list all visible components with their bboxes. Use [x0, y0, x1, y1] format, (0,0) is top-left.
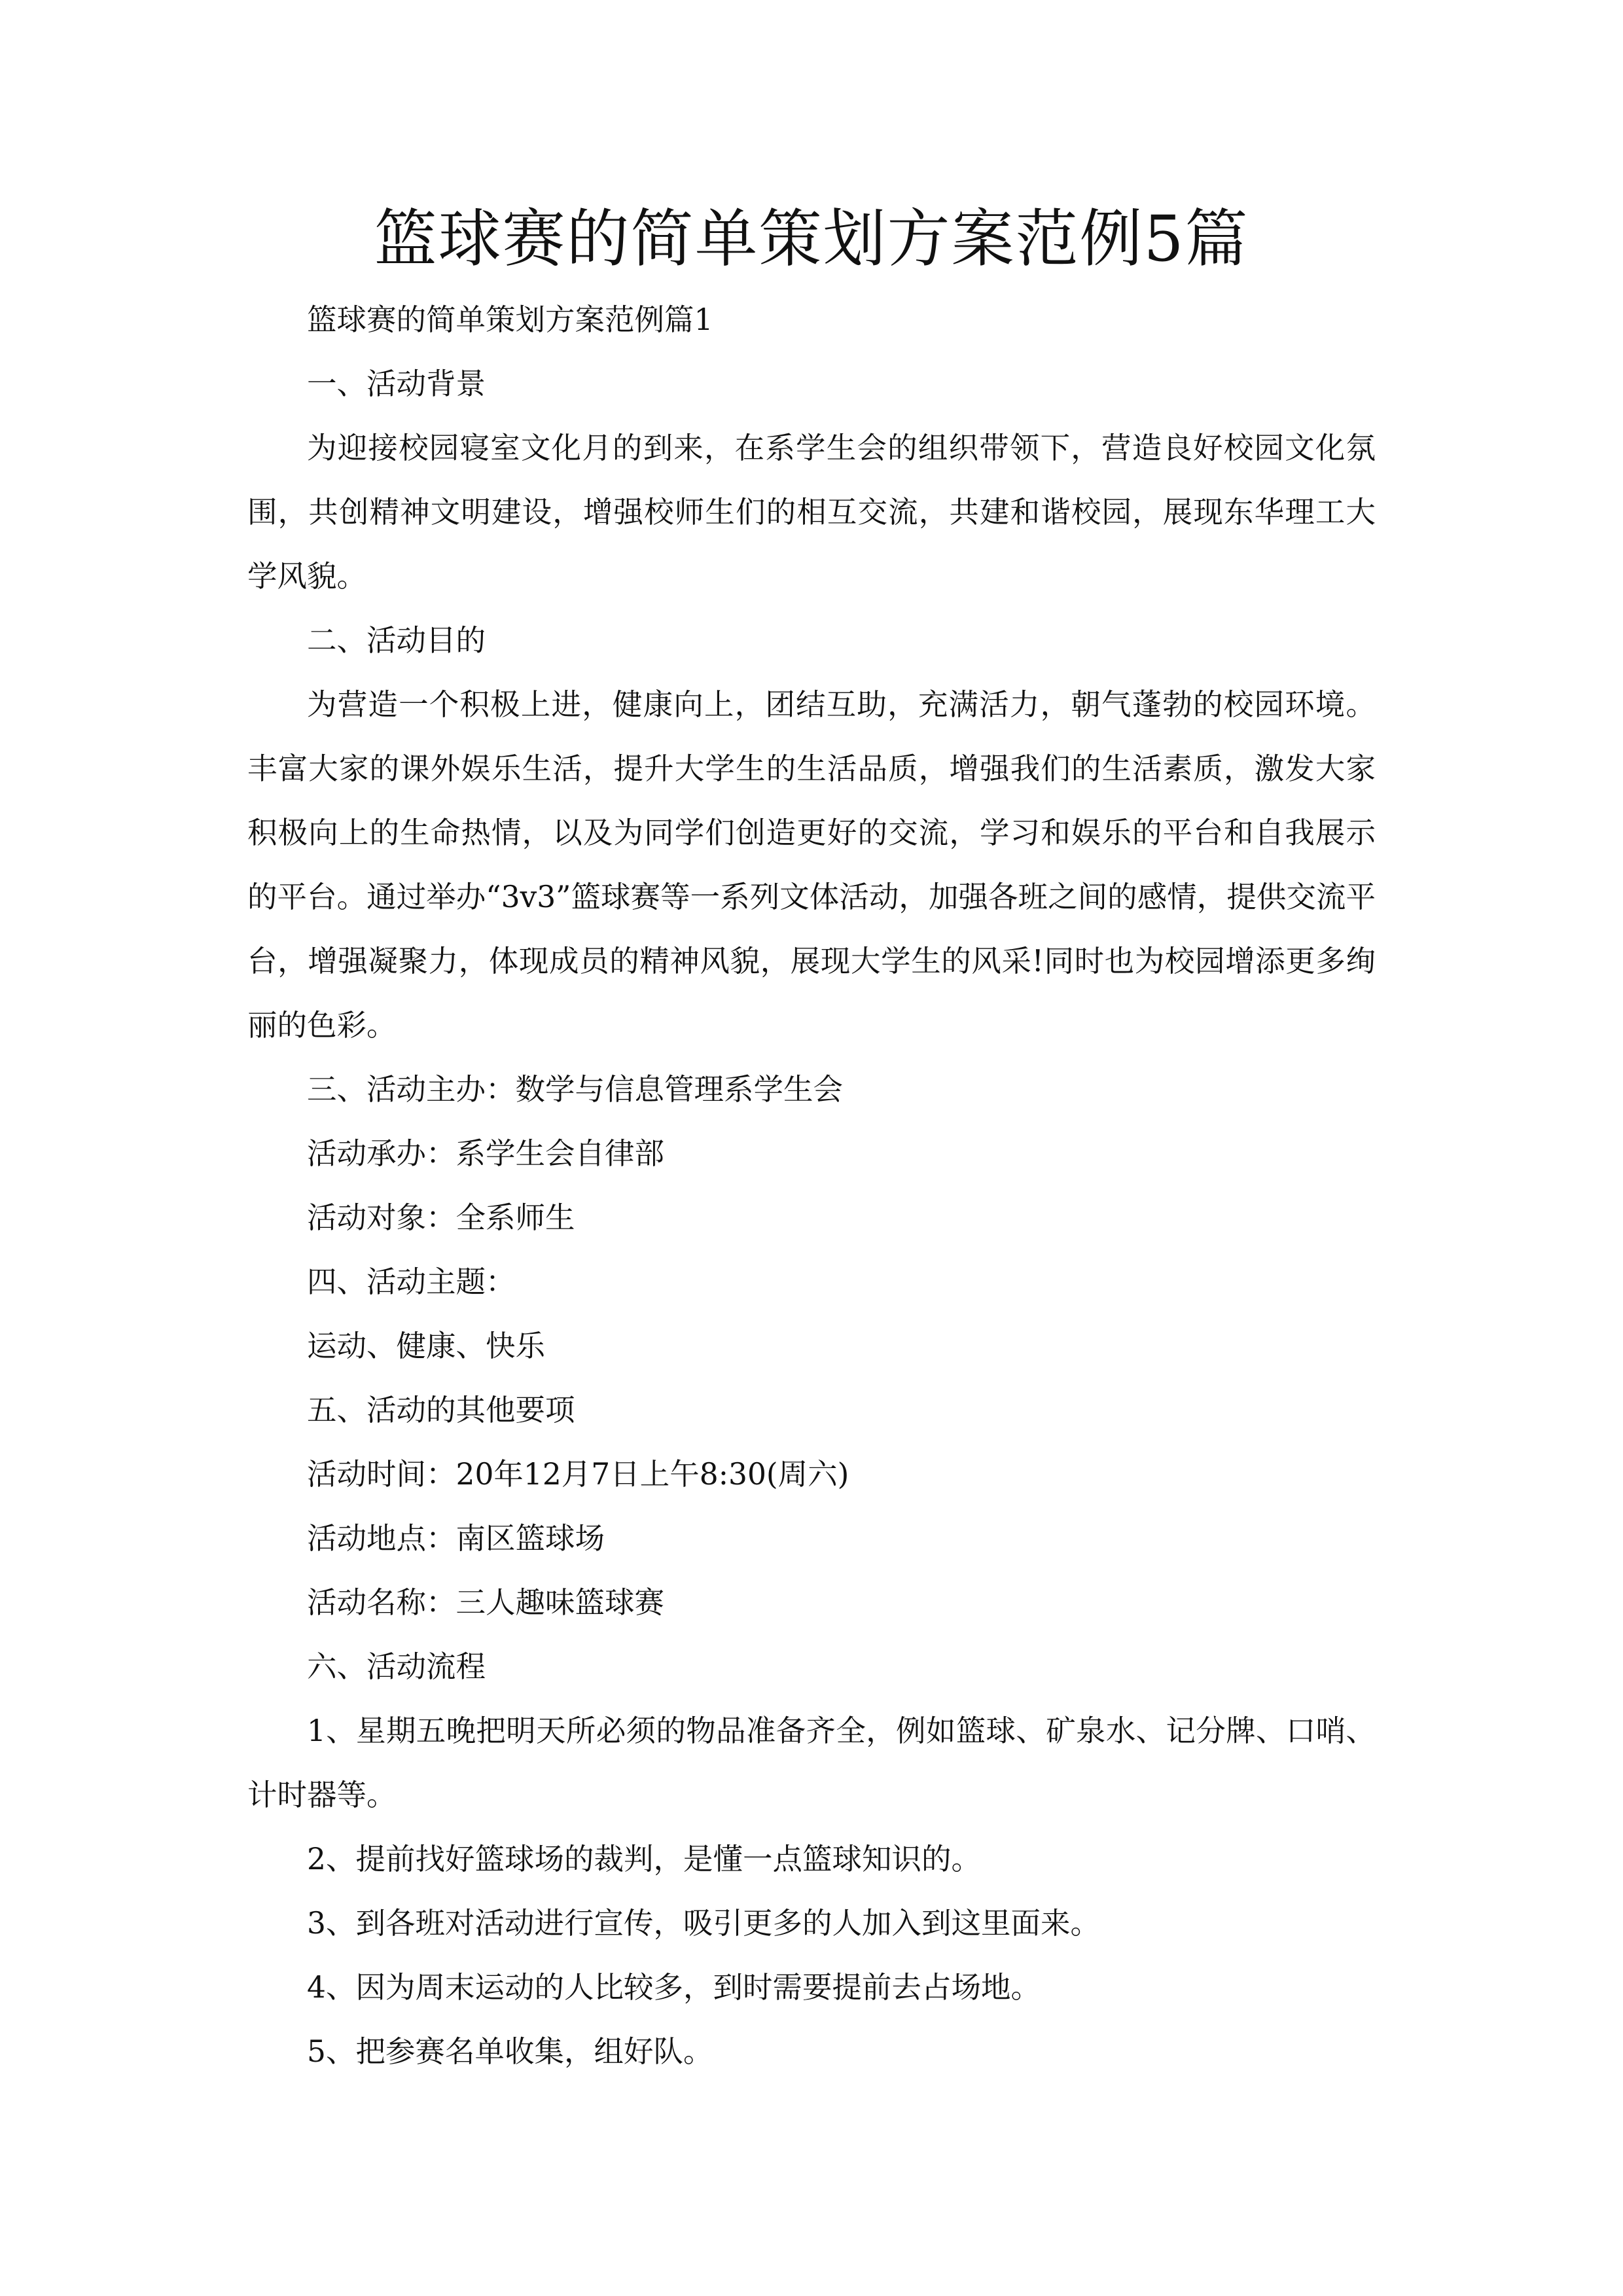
line-location: 活动地点：南区篮球场 — [307, 1521, 605, 1556]
line-undertaker: 活动承办：系学生会自律部 — [307, 1136, 665, 1171]
process-step-5: 5、把参赛名单收集，组好队。 — [307, 2034, 713, 2069]
process-step-1: 1、星期五晚把明天所必须的物品准备齐全，例如篮球、矿泉水、记分牌、口哨、计时器等。 — [247, 1713, 1376, 1812]
section-subtitle: 篮球赛的简单策划方案范例篇1 — [307, 302, 713, 337]
heading-purpose: 二、活动目的 — [307, 623, 486, 658]
heading-process: 六、活动流程 — [307, 1649, 486, 1684]
document-body — [247, 288, 1376, 2084]
line-theme: 运动、健康、快乐 — [307, 1329, 546, 1363]
line-audience: 活动对象：全系师生 — [307, 1200, 575, 1235]
paragraph-background: 为迎接校园寝室文化月的到来，在系学生会的组织带领下，营造良好校园文化氛围，共创精神文明建设，增强校师生们的相互交流，共建和谐校园，展现东华理工大学风貌。 — [247, 431, 1376, 594]
heading-background: 一、活动背景 — [307, 367, 486, 401]
line-name: 活动名称：三人趣味篮球赛 — [307, 1585, 665, 1620]
line-time: 活动时间：20年12月7日上午8:30(周六) — [307, 1457, 849, 1492]
paragraph-purpose: 为营造一个积极上进，健康向上，团结互助，充满活力，朝气蓬勃的校园环境。丰富大家的课外娱乐生活，提升大学生的生活品质，增强我们的生活素质，激发大家积极向上的生命热情，以及为同学们创造更好的交流，学习和娱乐的平台和自我展示的平台。通过举办“3v3”篮球赛等一系列文体活动，加强各班之间的感情，提供交流平台，增强凝聚力，体现成员的精神风貌，展现大学生的风采!同时也为校园增添更多绚丽的色彩。 — [247, 687, 1376, 1043]
document-title: 篮球赛的简单策划方案范例5篇 — [374, 202, 1249, 276]
process-step-2: 2、提前找好篮球场的裁判，是懂一点篮球知识的。 — [307, 1842, 981, 1876]
line-organizer: 三、活动主办：数学与信息管理系学生会 — [307, 1072, 844, 1107]
process-step-4: 4、因为周末运动的人比较多，到时需要提前去占场地。 — [307, 1970, 1041, 2005]
heading-other-items: 五、活动的其他要项 — [307, 1393, 575, 1427]
process-step-3: 3、到各班对活动进行宣传，吸引更多的人加入到这里面来。 — [307, 1906, 1100, 1941]
heading-theme: 四、活动主题： — [307, 1265, 516, 1299]
